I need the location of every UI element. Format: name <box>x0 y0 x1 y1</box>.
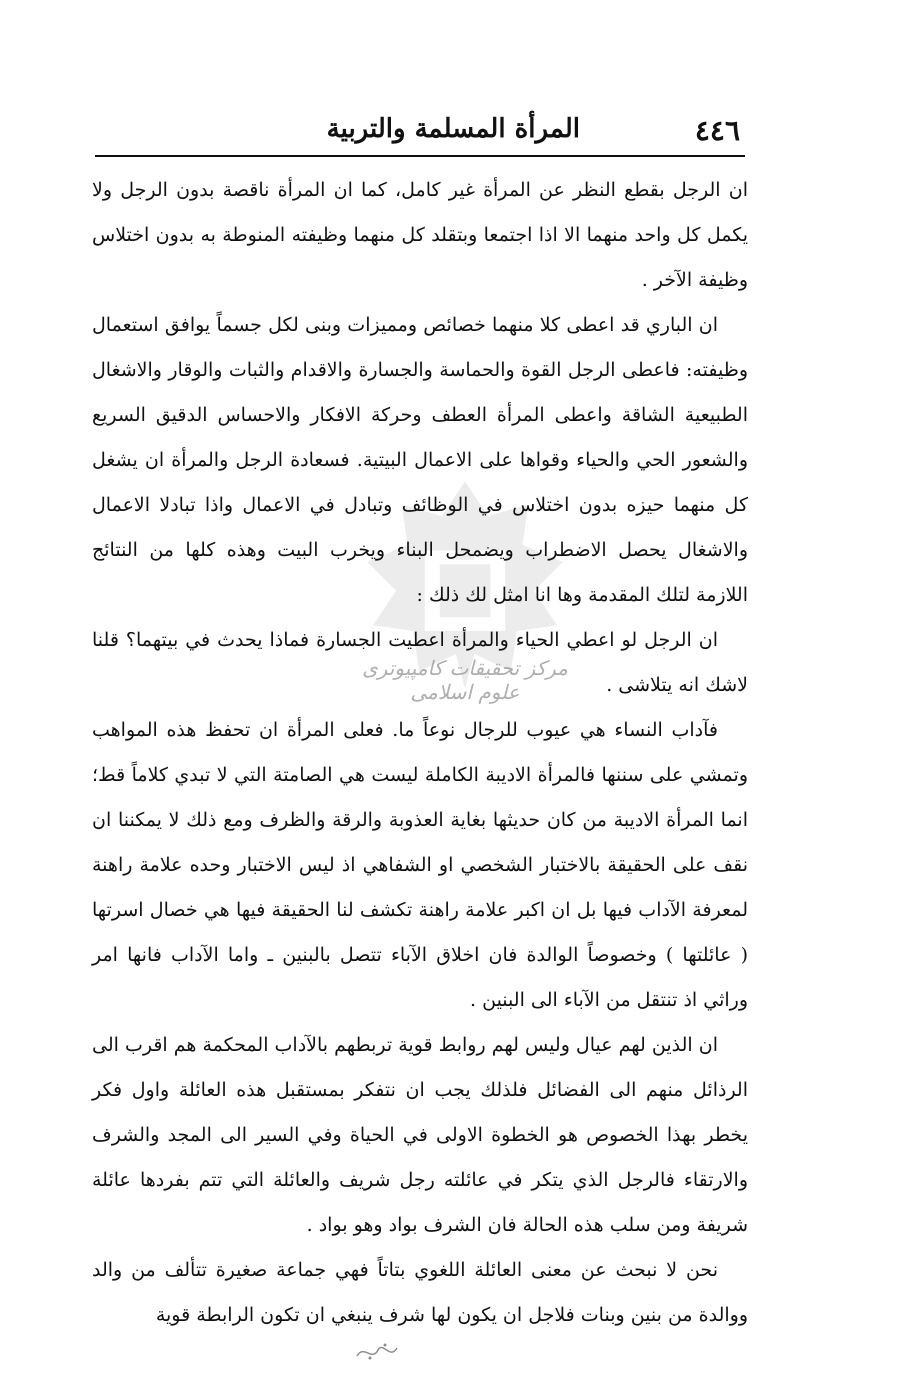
paragraph: فآداب النساء هي عيوب للرجال نوعاً ما. فعلى المرأة ان تحفظ هذه المواهب وتمشي على سننها فالمرأة الاديبة الكاملة ليست هي الصامتة التي لا تبدي كلاماً قط؛ انما المرأة الاديبة من كان حديثها بغاية العذوبة والرقة والظرف ومع ذلك لا يمكننا ان نقف على الحقيقة بالاختبار الشخصي او الشفاهي اذ ليس الاختبار وحده علامة راهنة لمعرفة الآداب فيها بل ان اكبر علامة راهنة تكشف لنا الحقيقة فيها هي خصال اسرتها ( عائلتها ) وخصوصاً الوالدة فان اخلاق الآباء تتصل بالبنين ـ واما الآداب فانها امر وراثي اذ تنتقل من الآباء الى البنين . <box>92 719 748 1011</box>
paragraph: ان الرجل بقطع النظر عن المرأة غير كامل، كما ان المرأة ناقصة بدون الرجل ولا يكمل كل واحد منهما الا اذا اجتمعا وبتقلد كل منهما وظيفته المنوطة به بدون اختلاس وظيفة الآخر . <box>92 179 748 291</box>
header-rule <box>95 155 745 157</box>
paragraph: ان الباري قد اعطى كلا منهما خصائص ومميزات وبنى لكل جسماً يوافق استعمال وظيفته: فاعطى الرجل القوة والحماسة والجسارة والاقدام والثبات والوقار والاشغال الطبيعية الشاقة واعطى المرأة العطف وحركة الافكار والاحساس الدقيق السريع والشعور الحي والحياء وقواها على الاعمال البيتية. فسعادة الرجل والمرأة ان يشغل كل منهما حيزه بدون اختلاس في الوظائف وتبادل في الاعمال واذا تبادلا الاعمال والاشغال يحصل الاضطراب ويضمحل البناء ويخرب البيت وهذه كلها من النتائج اللازمة لتلك المقدمة وها انا امثل لك ذلك : <box>92 314 748 606</box>
page-number: ٤٤٦ <box>694 114 740 147</box>
paragraph: ان الرجل لو اعطي الحياء والمرأة اعطيت الجسارة فماذا يحدث في بيتهما؟ قلنا لاشك انه يتلاشى . <box>92 629 748 696</box>
paragraph: نحن لا نبحث عن معنى العائلة اللغوي بتاتاً فهي جماعة صغيرة تتألف من والد ووالدة من بنين وبنات فلاجل ان يكون لها شرف ينبغي ان تكون الرابطة قوية <box>92 1259 748 1326</box>
ink-smudge-icon <box>352 1336 402 1366</box>
paragraph: ان الذين لهم عيال وليس لهم روابط قوية تربطهم بالآداب المحكمة هم اقرب الى الرذائل منهم الى الفضائل فلذلك يجب ان نتفكر بمستقبل هذه العائلة واول فكر يخطر بهذا الخصوص هو الخطوة الاولى في الحياة وفي السير الى المجد والشرف والارتقاء فالرجل الذي يتكر في عائلته رجل شريف والعائلة التي تتم بفردها عائلة شريفة ومن سلب هذه الحالة فان الشرف بواد وهو بواد . <box>92 1034 748 1236</box>
page-header <box>100 108 740 148</box>
running-title: المرأة المسلمة والتربية <box>326 114 580 144</box>
body-text <box>92 168 748 1338</box>
watermark-text: مرکز تحقیقات کامپیوتری علوم اسلامی <box>362 656 568 704</box>
